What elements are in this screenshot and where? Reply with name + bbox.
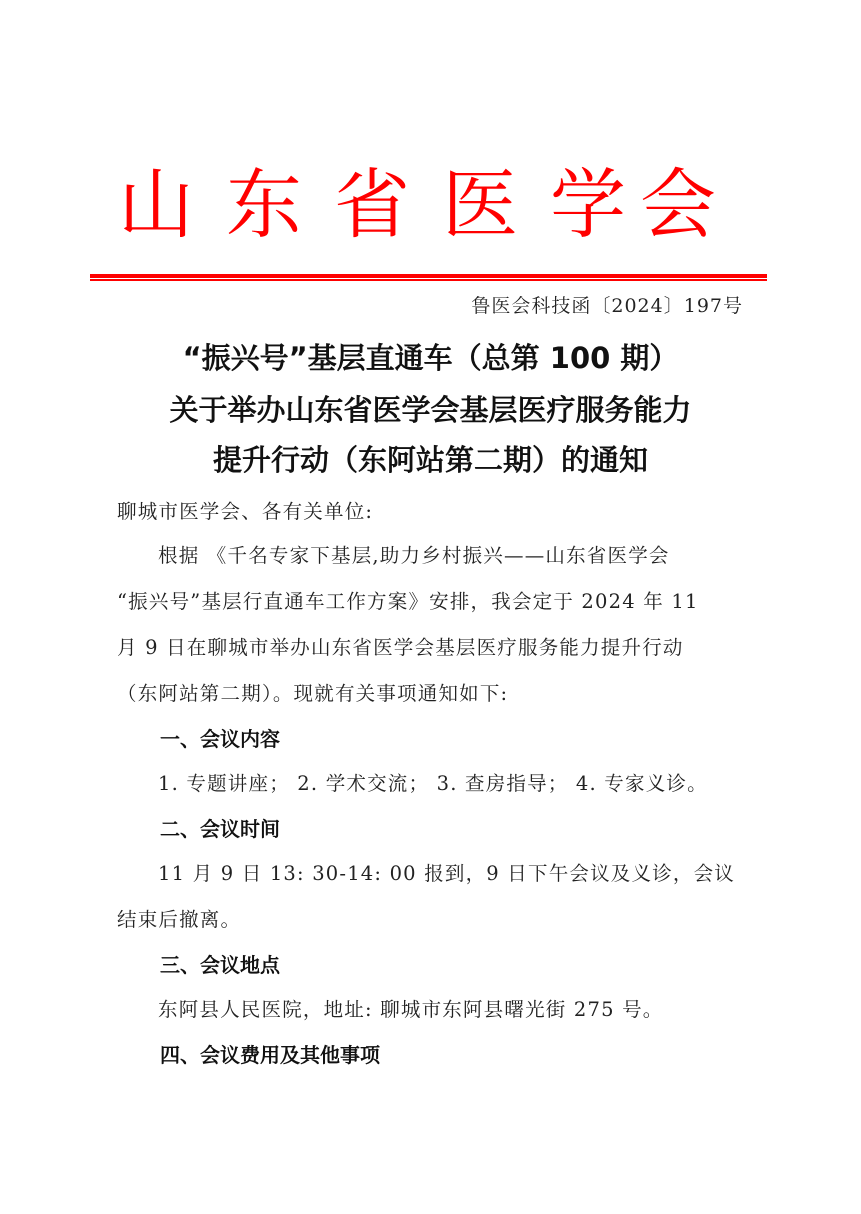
section-time-line-2: 结束后撤离。 — [117, 908, 242, 931]
document-number: 鲁医会科技函〔2024〕197号 — [471, 295, 743, 317]
intro-line-2: “振兴号”基层行直通车工作方案》安排，我会定于 2024 年 11 — [117, 590, 699, 613]
section-heading-content: 一、会议内容 — [160, 727, 280, 751]
intro-line-3: 月 9 日在聊城市举办山东省医学会基层医疗服务能力提升行动 — [117, 636, 684, 659]
title-line-3: 提升行动（东阿站第二期）的通知 — [212, 443, 648, 477]
addressee: 聊城市医学会、各有关单位: — [117, 500, 374, 523]
section-heading-fees: 四、会议费用及其他事项 — [160, 1043, 380, 1067]
letterhead-char: 东 — [226, 160, 302, 249]
section-heading-time: 二、会议时间 — [160, 817, 280, 841]
letterhead-char: 省 — [334, 160, 410, 249]
intro-line-4: （东阿站第二期）。现就有关事项通知如下: — [117, 682, 509, 705]
section-content-line: 1. 专题讲座； 2. 学术交流； 3. 查房指导； 4. 专家义诊。 — [158, 772, 708, 795]
letterhead-char: 学 — [550, 160, 626, 249]
section-heading-location: 三、会议地点 — [160, 953, 280, 977]
section-location-line: 东阿县人民医院，地址: 聊城市东阿县曙光街 275 号。 — [158, 998, 664, 1021]
letterhead — [0, 160, 861, 250]
red-divider-thick — [90, 274, 767, 278]
title-line-1: “振兴号”基层直通车（总第 100 期） — [182, 341, 679, 375]
intro-line-1: 根据 《千名专家下基层,助力乡村振兴——山东省医学会 — [158, 544, 670, 567]
letterhead-char: 医 — [442, 160, 518, 249]
letterhead-char: 山 — [118, 160, 194, 249]
red-divider-thin — [90, 279, 767, 281]
letterhead-char: 会 — [640, 160, 716, 249]
section-time-line-1: 11 月 9 日 13: 30-14: 00 报到，9 日下午会议及义诊，会议 — [158, 862, 735, 885]
title-line-2: 关于举办山东省医学会基层医疗服务能力 — [169, 393, 692, 427]
